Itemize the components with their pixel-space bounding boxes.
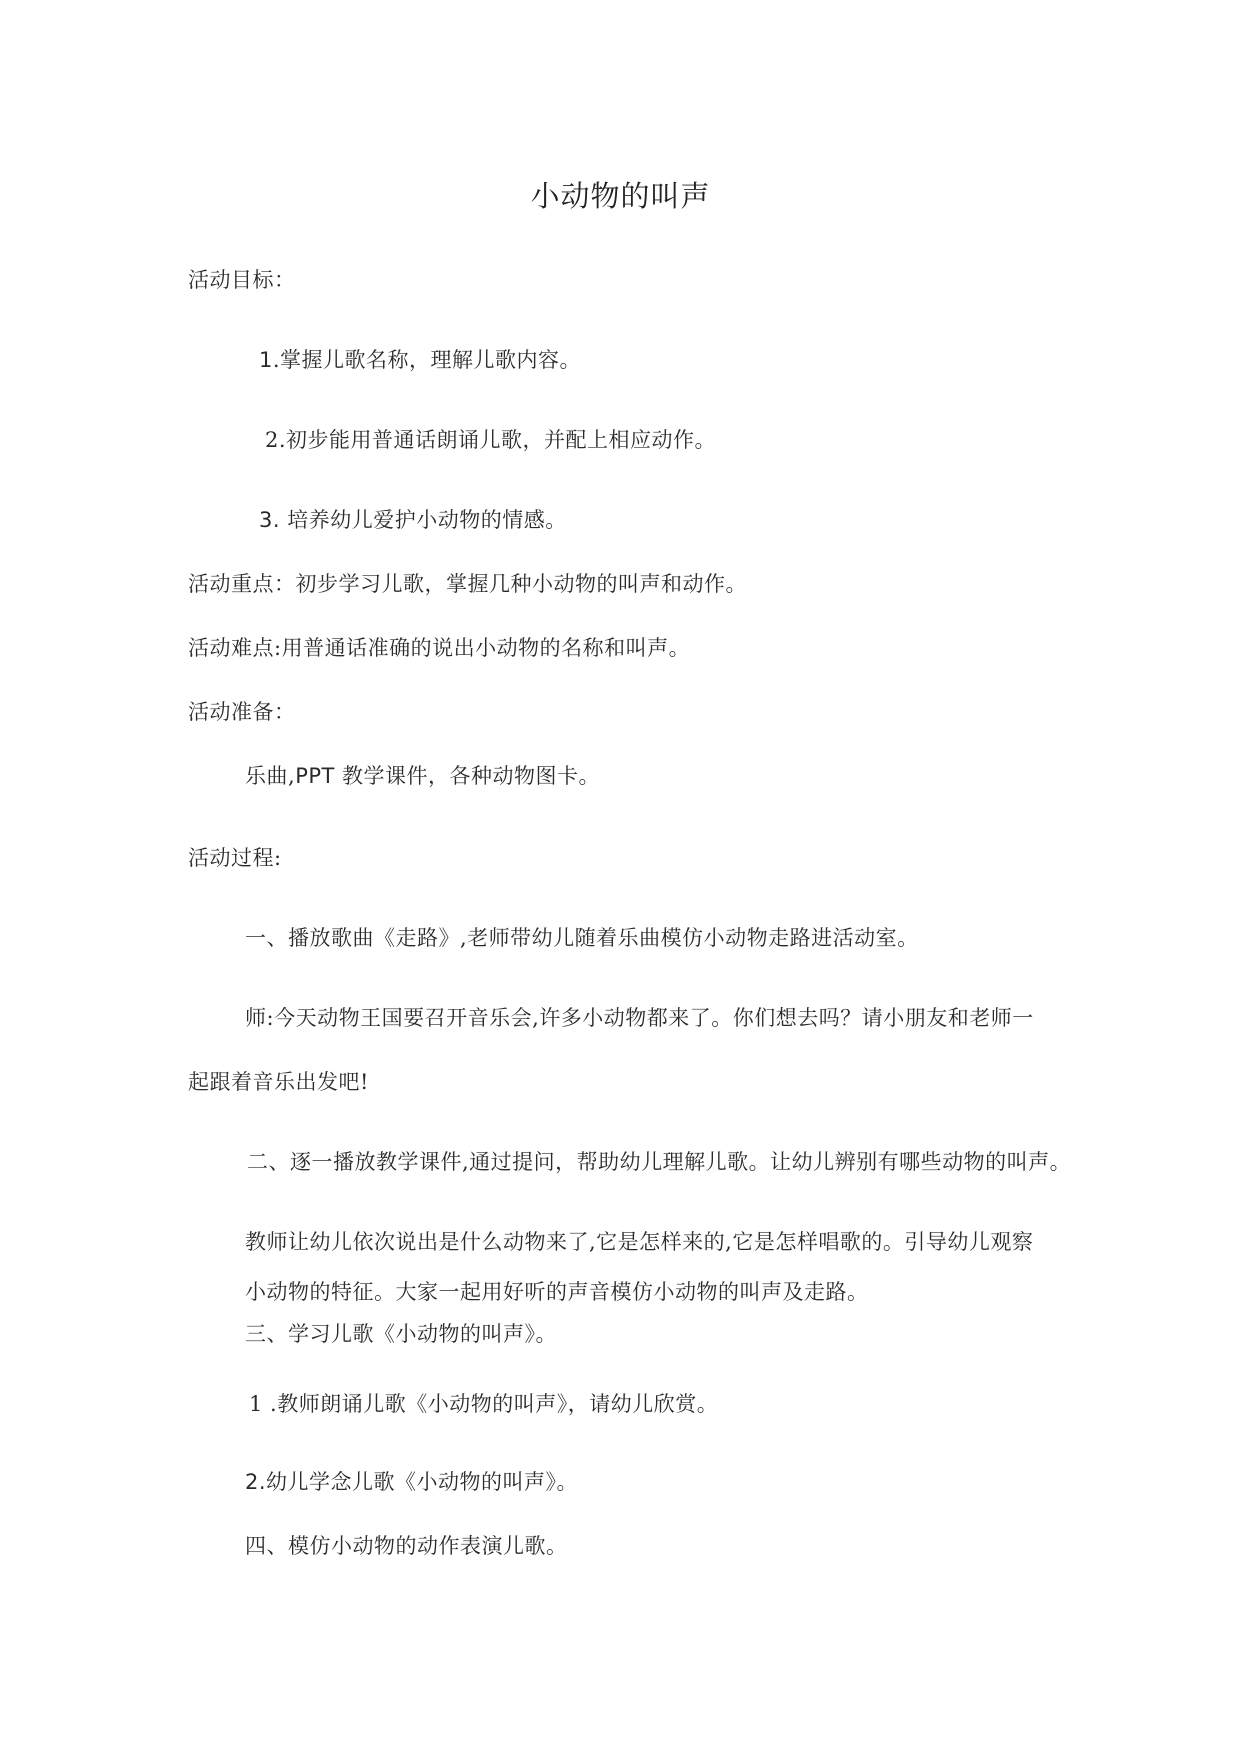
step-1: 一、播放歌曲《走路》,老师带幼儿随着乐曲模仿小动物走路进活动室。 [245, 926, 919, 950]
difficulty: 活动难点:用普通话准确的说出小动物的名称和叫声。 [188, 636, 691, 660]
step-3: 三、学习儿歌《小动物的叫声》。 [245, 1322, 557, 1346]
preparation-before: 乐曲, [245, 764, 296, 788]
step-1-dialogue-line-2: 起跟着音乐出发吧! [188, 1070, 369, 1094]
preparation-text [245, 762, 600, 790]
key-point: 活动重点：初步学习儿歌，掌握几种小动物的叫声和动作。 [188, 572, 747, 596]
process-heading: 活动过程: [188, 846, 282, 870]
step-2-detail-line-1: 教师让幼儿依次说出是什么动物来了,它是怎样来的,它是怎样唱歌的。引导幼儿观察 [245, 1230, 1034, 1254]
step-3-sub-2-number: 2. [245, 1470, 267, 1494]
objective-number: 1 [259, 348, 273, 372]
objective-number: 3. [259, 508, 281, 532]
step-2: 二、逐一播放教学课件,通过提问，帮助幼儿理解儿歌。让幼儿辨别有哪些动物的叫声。 [247, 1150, 1072, 1174]
preparation-heading: 活动准备： [188, 700, 296, 724]
objective-item-1 [259, 346, 581, 374]
objectives-heading: 活动目标： [188, 268, 296, 292]
step-3-sub-1: 1 .教师朗诵儿歌《小动物的叫声》，请幼儿欣赏。 [249, 1392, 719, 1416]
preparation-after: 教学课件，各种动物图卡。 [334, 764, 601, 788]
step-3-sub-2-text: 幼儿学念儿歌《小动物的叫声》。 [266, 1470, 579, 1494]
objective-text: .掌握儿歌名称，理解儿歌内容。 [272, 348, 582, 372]
step-1-dialogue-line-1: 师:今天动物王国要召开音乐会,许多小动物都来了。你们想去吗？请小朋友和老师一 [245, 1006, 1034, 1030]
objective-text: 培养幼儿爱护小动物的情感。 [280, 508, 567, 532]
step-2-detail-line-2: 小动物的特征。大家一起用好听的声音模仿小动物的叫声及走路。 [245, 1280, 869, 1304]
objective-item-2 [265, 426, 716, 454]
step-4: 四、模仿小动物的动作表演儿歌。 [245, 1534, 568, 1558]
objective-number: 2 [265, 428, 279, 452]
preparation-latin: PPT [295, 764, 335, 788]
objective-item-3 [259, 506, 567, 534]
objective-text: .初步能用普通话朗诵儿歌，并配上相应动作。 [278, 428, 717, 452]
document-title: 小动物的叫声 [530, 179, 711, 213]
step-3-sub-2 [245, 1468, 578, 1496]
